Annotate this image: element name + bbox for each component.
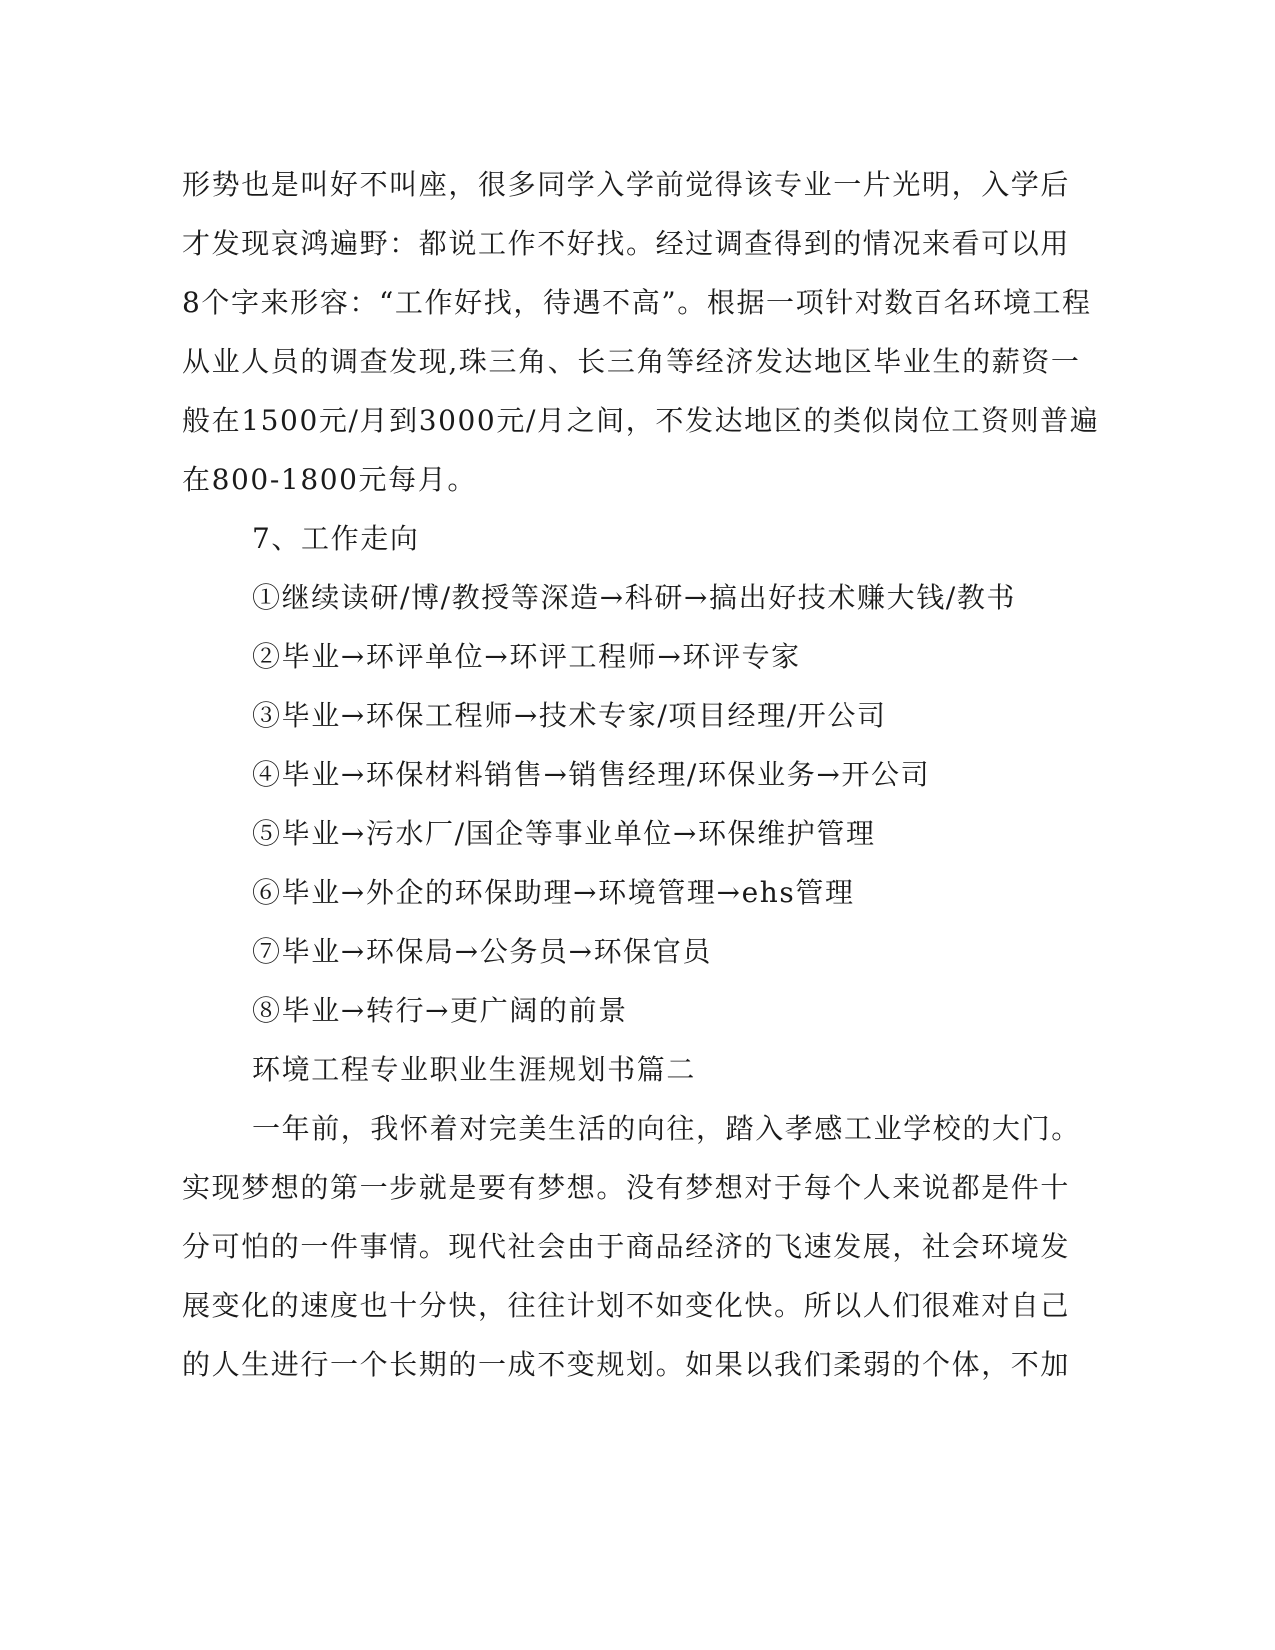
text-line: 形势也是叫好不叫座，很多同学入学前觉得该专业一片光明，入学后 bbox=[182, 168, 1071, 201]
document-page bbox=[182, 155, 1100, 1394]
text-line: 一年前，我怀着对完美生活的向往，踏入孝感工业学校的大门。 bbox=[252, 1112, 1081, 1145]
text-line: 般在1500元/月到3000元/月之间，不发达地区的类似岗位工资则普遍 bbox=[182, 404, 1100, 437]
part-two-title: 环境工程专业职业生涯规划书篇二 bbox=[252, 1053, 697, 1086]
paragraph-part-two bbox=[182, 1099, 1081, 1394]
text-line: 分可怕的一件事情。现代社会由于商品经济的飞速发展，社会环境发 bbox=[182, 1230, 1071, 1263]
career-path-item: ⑤毕业→污水厂/国企等事业单位→环保维护管理 bbox=[252, 817, 876, 850]
text-line: 展变化的速度也十分快，往往计划不如变化快。所以人们很难对自己 bbox=[182, 1289, 1071, 1322]
paragraph-salary bbox=[182, 155, 1100, 509]
career-path-item: ④毕业→环保材料销售→销售经理/环保业务→开公司 bbox=[252, 758, 931, 791]
career-path-item: ⑧毕业→转行→更广阔的前景 bbox=[252, 994, 628, 1027]
career-path-item: ⑦毕业→环保局→公务员→环保官员 bbox=[252, 935, 712, 968]
career-path-item: ⑥毕业→外企的环保助理→环境管理→ehs管理 bbox=[252, 876, 855, 909]
text-line: 在800-1800元每月。 bbox=[182, 463, 477, 496]
text-line: 实现梦想的第一步就是要有梦想。没有梦想对于每个人来说都是件十 bbox=[182, 1171, 1071, 1204]
career-path-item: ②毕业→环评单位→环评工程师→环评专家 bbox=[252, 640, 801, 673]
section-heading: 7、工作走向 bbox=[252, 522, 420, 555]
career-path-item: ③毕业→环保工程师→技术专家/项目经理/开公司 bbox=[252, 699, 887, 732]
career-path-list bbox=[182, 568, 1032, 1040]
career-path-item: ①继续读研/博/教授等深造→科研→搞出好技术赚大钱/教书 bbox=[252, 581, 1017, 614]
text-line: 从业人员的调查发现,珠三角、长三角等经济发达地区毕业生的薪资一 bbox=[182, 345, 1081, 378]
text-line: 8个字来形容：“工作好找，待遇不高”。根据一项针对数百名环境工程 bbox=[182, 286, 1092, 319]
text-line: 的人生进行一个长期的一成不变规划。如果以我们柔弱的个体，不加 bbox=[182, 1348, 1071, 1381]
text-line: 才发现哀鸿遍野：都说工作不好找。经过调查得到的情况来看可以用 bbox=[182, 227, 1071, 260]
